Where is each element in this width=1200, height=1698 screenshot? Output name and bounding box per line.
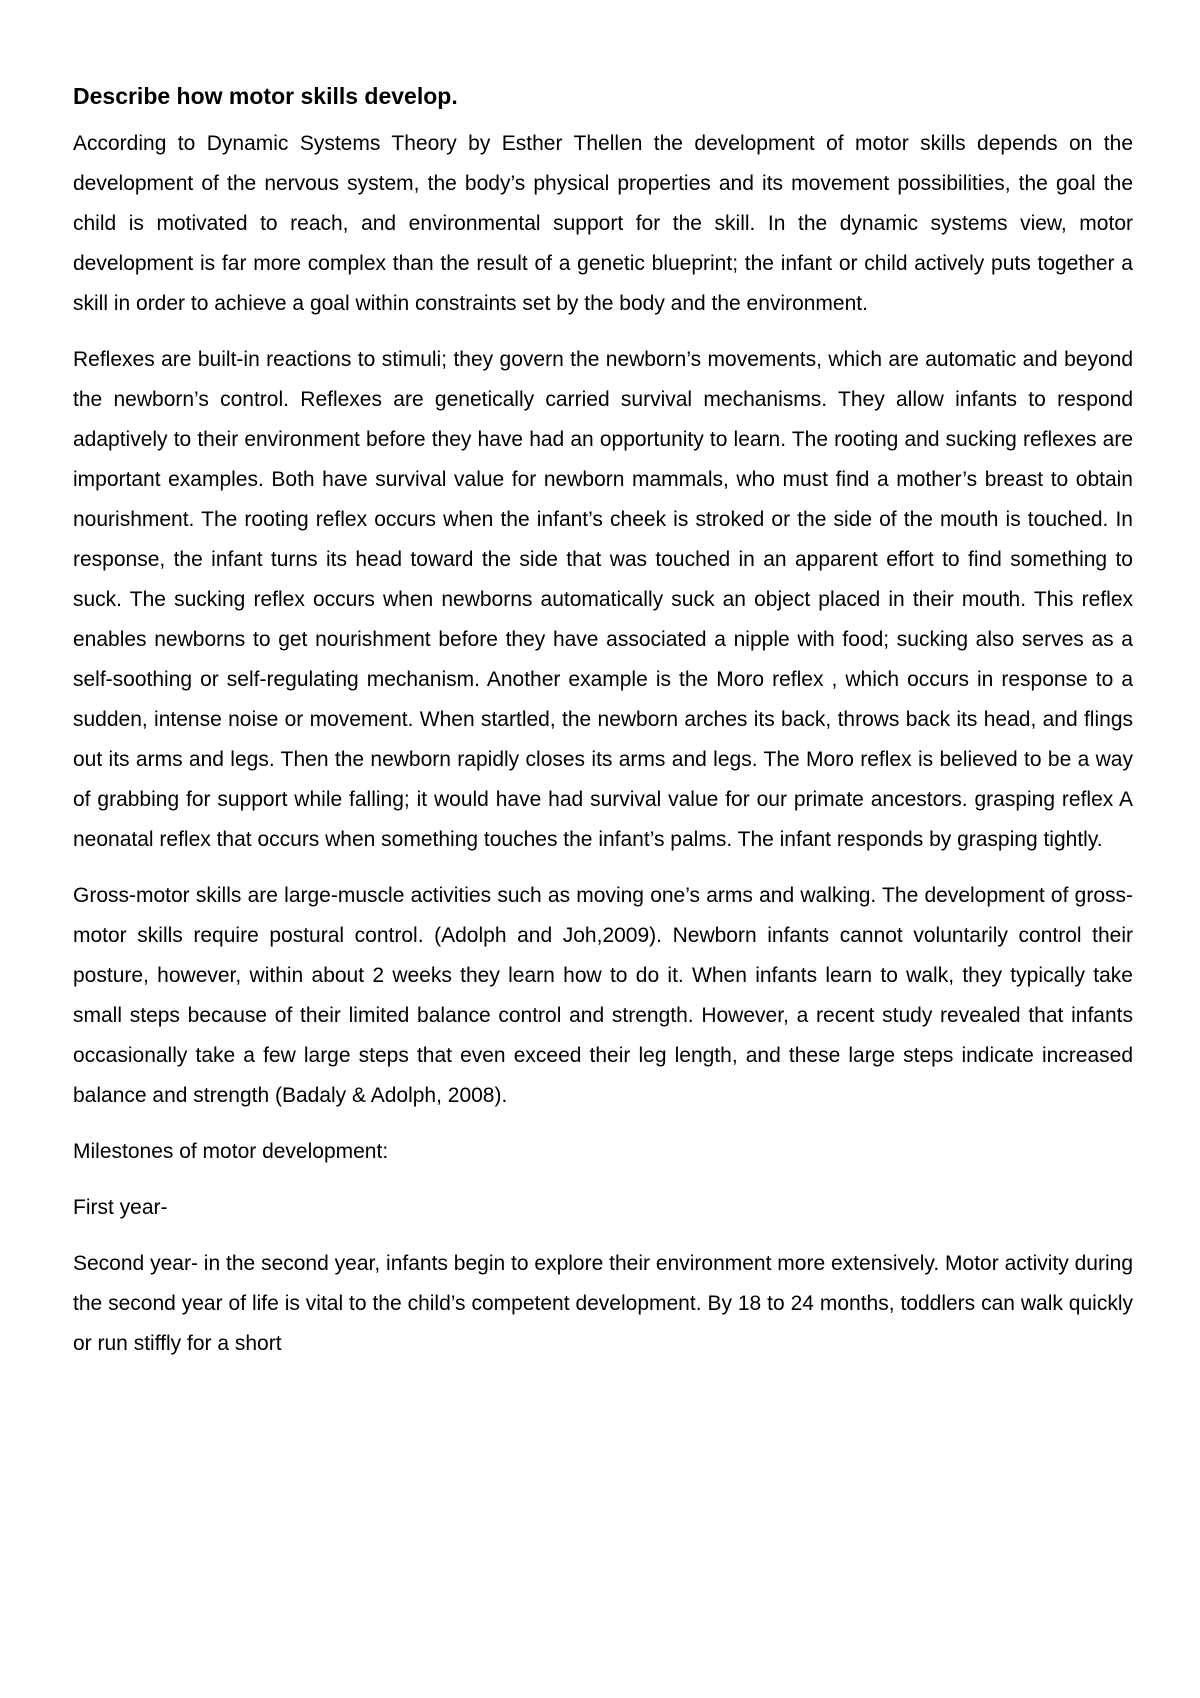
paragraph-dynamic-systems: According to Dynamic Systems Theory by Esther Thellen the development of motor skills depends on the development of the nervous system, the body’s physical properties and its movement possibilities, the goal the child is motivated to reach, and environmental support for the skill. In the dynamic systems view, motor development is far more complex than the result of a genetic blueprint; the infant or child actively puts together a skill in order to achieve a goal within constraints set by the body and the environment. [73, 132, 1133, 315]
document-title: Describe how motor skills develop. [73, 83, 458, 109]
paragraph-second-year: Second year- in the second year, infants begin to explore their environment more extensively. Motor activity during the second year of life is vital to the child’s competent development. By 18 to 24 months, toddlers can walk quickly or run stiffly for a short [73, 1252, 1133, 1355]
paragraph-reflexes: Reflexes are built-in reactions to stimuli; they govern the newborn’s movements, which are automatic and beyond the newborn’s control. Reflexes are genetically carried survival mechanisms. They allow infants to respond adaptively to their environment before they have had an opportunity to learn. The rooting and sucking reflexes are important examples. Both have survival value for newborn mammals, who must find a mother’s breast to obtain nourishment. The rooting reflex occurs when the infant’s cheek is stroked or the side of the mouth is touched. In response, the infant turns its head toward the side that was touched in an apparent effort to find something to suck. The sucking reflex occurs when newborns automatically suck an object placed in their mouth. This reflex enables newborns to get nourishment before they have associated a nipple with food; sucking also serves as a self-soothing or self-regulating mechanism. Another example is the Moro reflex , which occurs in response to a sudden, intense noise or movement. When startled, the newborn arches its back, throws back its head, and flings out its arms and legs. Then the newborn rapidly closes its arms and legs. The Moro reflex is believed to be a way of grabbing for support while falling; it would have had survival value for our primate ancestors. grasping reflex A neonatal reflex that occurs when something touches the infant’s palms. The infant responds by grasping tightly. [73, 348, 1133, 851]
paragraph-gross-motor: Gross-motor skills are large-muscle activities such as moving one’s arms and walking. The development of gross-motor skills require postural control. (Adolph and Joh,2009). Newborn infants cannot voluntarily control their posture, however, within about 2 weeks they learn how to do it. When infants learn to walk, they typically take small steps because of their limited balance control and strength. However, a recent study revealed that infants occasionally take a few large steps that even exceed their leg length, and these large steps indicate increased balance and strength (Badaly & Adolph, 2008). [73, 884, 1133, 1107]
milestones-heading: Milestones of motor development: [73, 1140, 389, 1163]
first-year-label: First year- [73, 1196, 168, 1219]
